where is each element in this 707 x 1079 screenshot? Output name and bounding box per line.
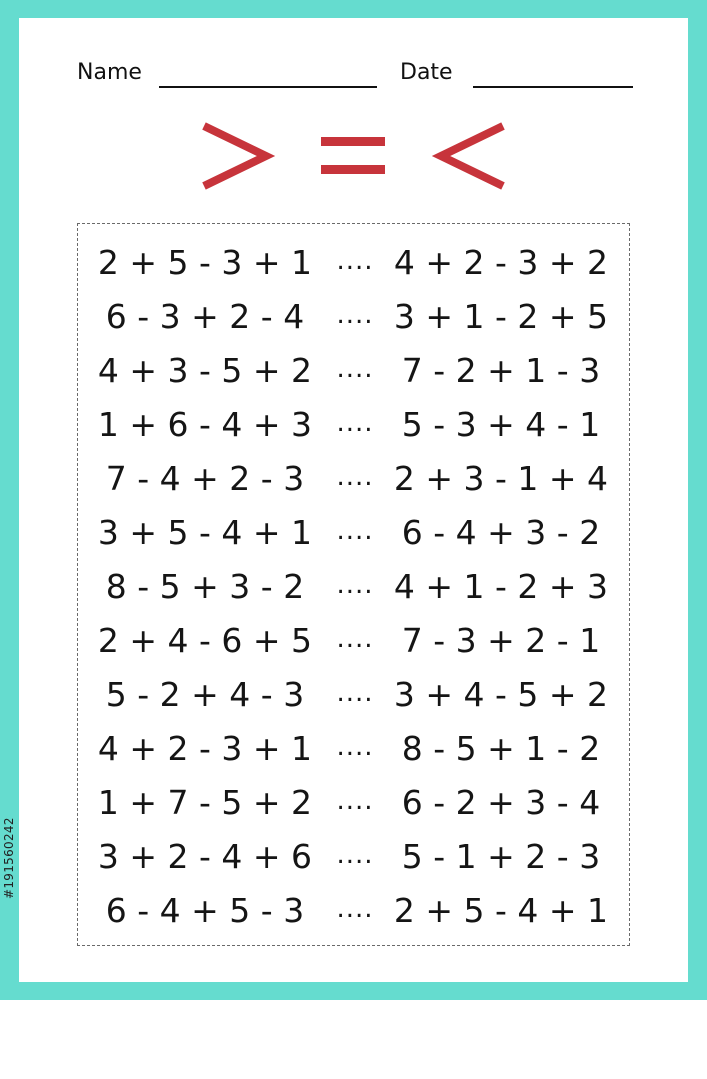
right-expression: 6 - 2 + 3 - 4: [401, 783, 601, 822]
answer-dots: ....: [336, 678, 374, 708]
answer-dots: ....: [336, 840, 374, 870]
right-expression: 3 + 1 - 2 + 5: [393, 297, 609, 336]
equals-symbol: [319, 119, 389, 197]
date-line: [473, 86, 633, 88]
left-expression: 6 - 3 + 2 - 4: [105, 297, 305, 336]
name-line: [159, 86, 377, 88]
left-expression: 3 + 5 - 4 + 1: [97, 513, 313, 552]
left-expression: 2 + 5 - 3 + 1: [97, 243, 313, 282]
exercise-row: [78, 776, 629, 830]
worksheet-header: [77, 58, 633, 90]
right-expression: 7 - 2 + 1 - 3: [401, 351, 601, 390]
answer-dots: ....: [336, 786, 374, 816]
name-label: Name: [77, 60, 142, 85]
exercise-row: [78, 722, 629, 776]
answer-dots: ....: [336, 408, 374, 438]
exercise-row: [78, 452, 629, 506]
exercise-box: [77, 223, 630, 946]
right-expression: 8 - 5 + 1 - 2: [401, 729, 601, 768]
left-expression: 4 + 2 - 3 + 1: [97, 729, 313, 768]
left-expression: 5 - 2 + 4 - 3: [105, 675, 305, 714]
exercise-row: [78, 344, 629, 398]
left-expression: 6 - 4 + 5 - 3: [105, 891, 305, 930]
answer-dots: ....: [336, 732, 374, 762]
right-expression: 2 + 5 - 4 + 1: [393, 891, 609, 930]
right-expression: 4 + 1 - 2 + 3: [393, 567, 609, 606]
left-expression: 3 + 2 - 4 + 6: [97, 837, 313, 876]
right-expression: 5 - 3 + 4 - 1: [401, 405, 601, 444]
left-expression: 4 + 3 - 5 + 2: [97, 351, 313, 390]
stock-id-label: #191560242: [2, 817, 16, 899]
answer-dots: ....: [336, 246, 374, 276]
greater-than-symbol: [200, 119, 278, 197]
exercise-row: [78, 884, 629, 938]
right-expression: 5 - 1 + 2 - 3: [401, 837, 601, 876]
exercise-row: [78, 236, 629, 290]
right-expression: 6 - 4 + 3 - 2: [401, 513, 601, 552]
answer-dots: ....: [336, 516, 374, 546]
date-label: Date: [400, 60, 453, 85]
exercise-row: [78, 398, 629, 452]
exercise-row: [78, 614, 629, 668]
exercise-row: [78, 506, 629, 560]
answer-dots: ....: [336, 354, 374, 384]
left-expression: 8 - 5 + 3 - 2: [105, 567, 305, 606]
answer-dots: ....: [336, 300, 374, 330]
exercise-row: [78, 668, 629, 722]
right-expression: 7 - 3 + 2 - 1: [401, 621, 601, 660]
right-expression: 3 + 4 - 5 + 2: [393, 675, 609, 714]
comparison-symbols: [19, 119, 688, 199]
left-expression: 7 - 4 + 2 - 3: [105, 459, 305, 498]
answer-dots: ....: [336, 894, 374, 924]
answer-dots: ....: [336, 624, 374, 654]
exercise-row: [78, 290, 629, 344]
right-expression: 2 + 3 - 1 + 4: [393, 459, 609, 498]
left-expression: 1 + 6 - 4 + 3: [97, 405, 313, 444]
exercise-row: [78, 560, 629, 614]
answer-dots: ....: [336, 462, 374, 492]
right-expression: 4 + 2 - 3 + 2: [393, 243, 609, 282]
less-than-symbol: [431, 119, 509, 197]
answer-dots: ....: [336, 570, 374, 600]
left-expression: 1 + 7 - 5 + 2: [97, 783, 313, 822]
exercise-row: [78, 830, 629, 884]
left-expression: 2 + 4 - 6 + 5: [97, 621, 313, 660]
